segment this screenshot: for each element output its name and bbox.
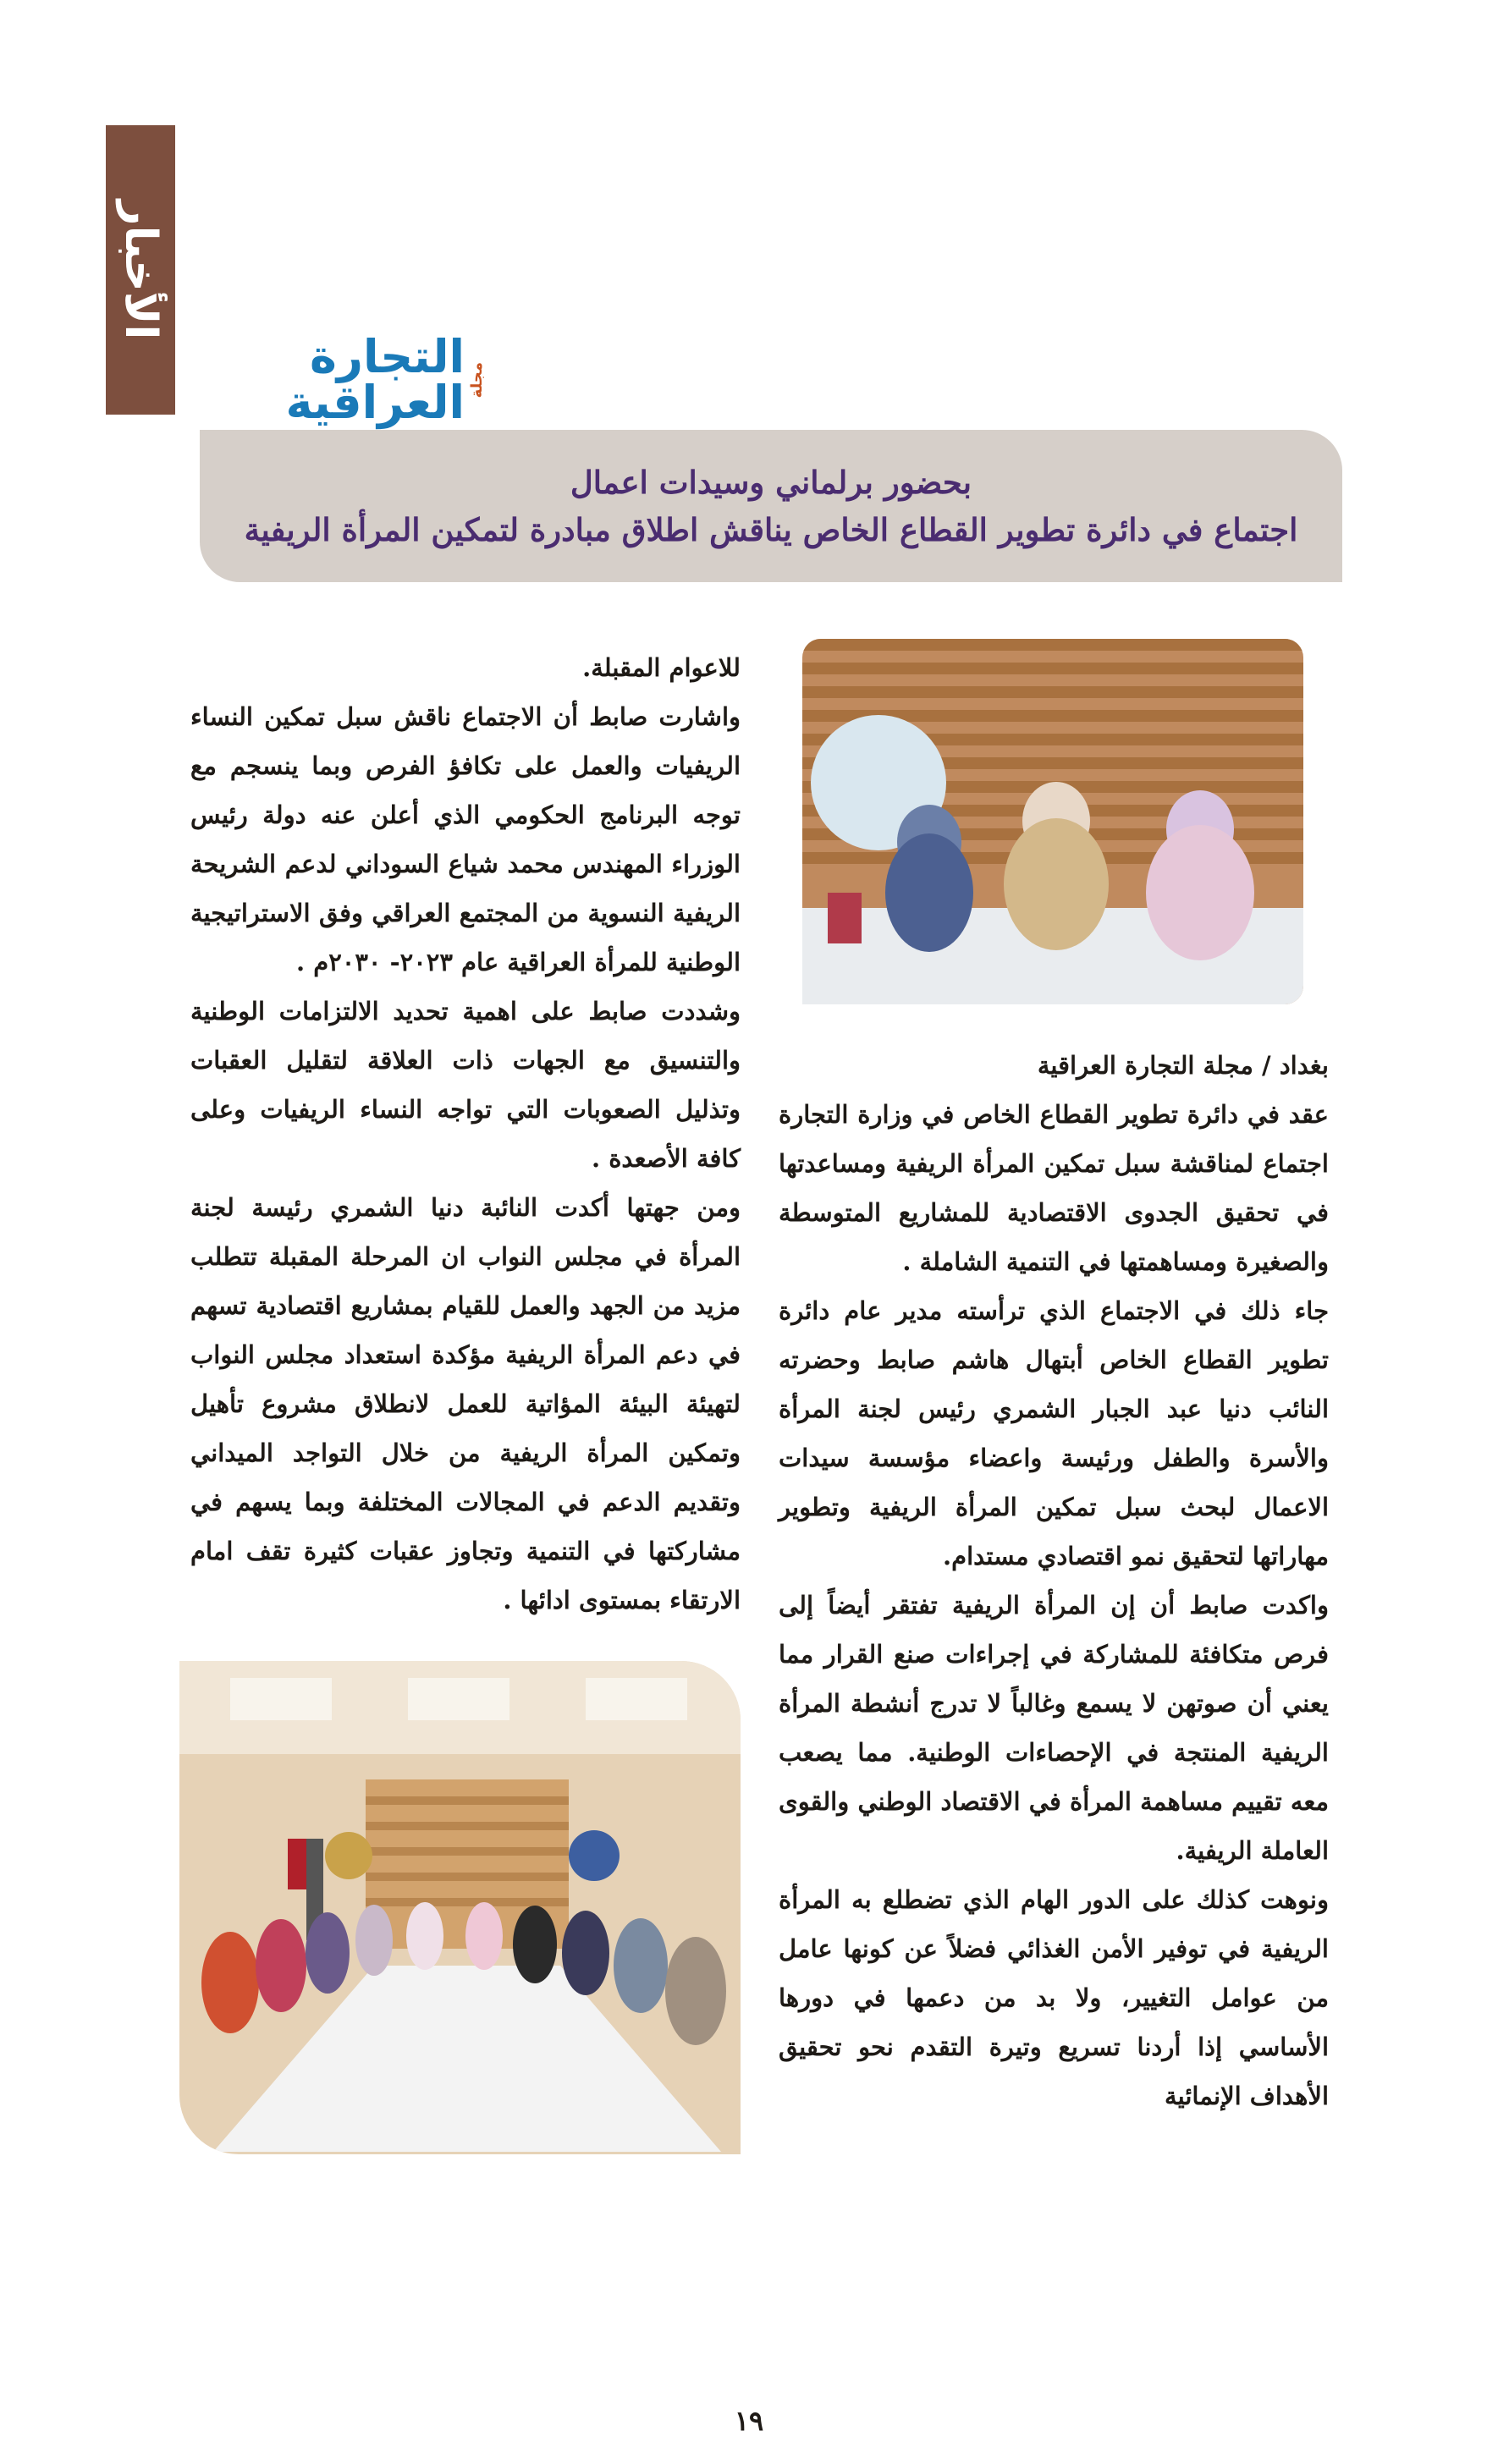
paragraph: ومن جهتها أكدت النائبة دنيا الشمري رئيسة لجنة المرأة في مجلس النواب ان المرحلة المقبلة تتطلب مزيد من الجهد والعمل للقيام بمشاريع اقتصادية تسهم في دعم المرأة الريفية مؤكدة استعداد مجلس النواب لتهيئة البيئة المؤاتية للعمل لانطلاق مشروع تأهيل وتمكين المرأة الريفية من خلال التواجد الميداني وتقديم الدعم في المجالات المختلفة وبما يسهم في مشاركتها في التنمية وتجاوز عقبات كثيرة تقف امام الارتقاء بمستوى ادائها . [190, 1193, 741, 1614]
paragraph: عقد في دائرة تطوير القطاع الخاص في وزارة التجارة اجتماع لمناقشة سبل تمكين المرأة الريفية ومساعدتها في تحقيق الجدوى الاقتصادية للمشاريع المتوسطة والصغيرة ومساهمتها في التنمية الشاملة . [779, 1100, 1329, 1276]
page-number: ١٩ [734, 2405, 764, 2437]
paragraph: للاعوام المقبلة. [582, 653, 741, 682]
headline-title: اجتماع في دائرة تطوير القطاع الخاص يناقش اطلاق مبادرة لتمكين المرأة الريفية [244, 511, 1298, 548]
logo-small-label: مجلة [468, 361, 486, 399]
headline-box [200, 430, 1342, 582]
paragraph: واكدت صابط أن إن المرأة الريفية تفتقر أيضاً إلى فرص متكافئة للمشاركة في إجراءات صنع القرار مما يعني أن صوتهن لا يسمع وغالباً لا تدرج أنشطة المرأة الريفية المنتجة في الإحصاءات الوطنية. مما يصعب معه تقييم مساهمة المرأة في الاقتصاد الوطني والقوى العاملة الريفية. [779, 1591, 1329, 1865]
paragraph: وشددت صابط على اهمية تحديد الالتزامات الوطنية والتنسيق مع الجهات ذات العلاقة لتقليل العقبات وتذليل الصعوبات التي تواجه النساء الريفيات وعلى كافة الأصعدة . [190, 997, 741, 1173]
section-tab-label: الأخبار [115, 200, 166, 340]
headline-kicker: بحضور برلماني وسيدات اعمال [570, 464, 972, 501]
paragraph: ونوهت كذلك على الدور الهام الذي تضطلع به المرأة الريفية في توفير الأمن الغذائي فضلاً عن كونها عامل من عوامل التغيير، ولا بد من دعمها في دورها الأساسي إذا أردنا تسريع وتيرة التقدم نحو تحقيق الأهداف الإنمائية [779, 1885, 1329, 2110]
meeting-photo-bottom [179, 1661, 741, 2154]
paragraph: جاء ذلك في الاجتماع الذي ترأسته مدير عام دائرة تطوير القطاع الخاص أبتهال هاشم صابط وحضرته النائب دنيا عبد الجبار الشمري رئيس لجنة المرأة والأسرة والطفل ورئيسة واعضاء مؤسسة سيدات الاعمال لبحث سبل تمكين المرأة الريفية وتطوير مهاراتها لتحقيق نمو اقتصادي مستدام. [779, 1296, 1329, 1570]
left-column [190, 643, 741, 1625]
section-tab [106, 125, 175, 415]
dateline: بغداد / مجلة التجارة العراقية [1037, 1051, 1329, 1080]
meeting-photo-top [802, 639, 1303, 1004]
magazine-logo [181, 330, 486, 429]
logo-main-label: التجارة العراقية [285, 330, 465, 429]
paragraph: واشارت صابط أن الاجتماع ناقش سبل تمكين النساء الريفيات والعمل على تكافؤ الفرص وبما ينسجم مع توجه البرنامج الحكومي الذي أعلن عنه دولة رئيس الوزراء المهندس محمد شياع السوداني لدعم الشريحة الريفية النسوية من المجتمع العراقي وفق الاستراتيجية الوطنية للمرأة العراقية عام ٢٠٢٣- ٢٠٣٠م . [190, 702, 741, 976]
